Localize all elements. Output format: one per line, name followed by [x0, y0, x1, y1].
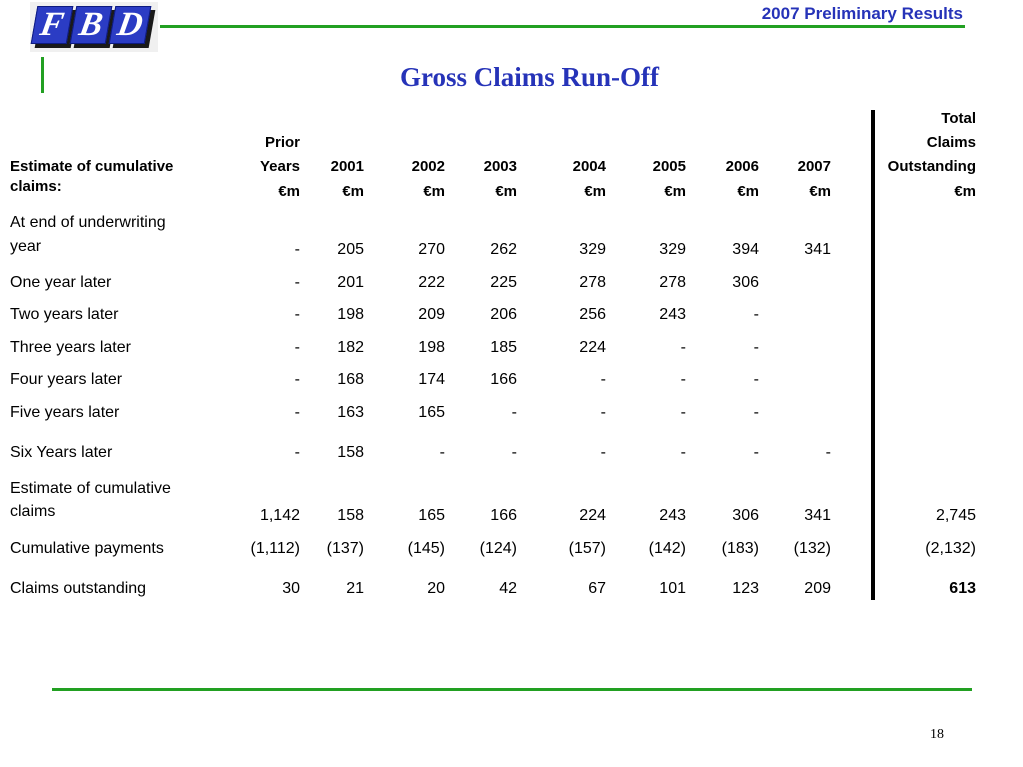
logo-letters	[34, 6, 148, 44]
row-label: Estimate of cumulative	[10, 480, 171, 497]
table-cell: 613	[949, 580, 976, 597]
slide-title: Gross Claims Run-Off	[399, 62, 660, 92]
column-header: Total	[941, 110, 976, 127]
table-cell: 101	[659, 580, 686, 597]
table-cell: (132)	[793, 540, 831, 557]
column-header: 2001	[330, 158, 364, 175]
table-cell: -	[439, 444, 445, 461]
table-cell: 165	[418, 507, 445, 524]
row-label: At end of underwriting	[10, 214, 166, 231]
table-cell: (145)	[407, 540, 445, 557]
table-cell: (2,132)	[925, 540, 976, 557]
column-header: 2004	[572, 158, 606, 175]
header-title: 2007 Preliminary Results	[761, 4, 963, 23]
column-header: Prior	[264, 134, 300, 151]
table-cell: 256	[579, 306, 606, 323]
table-cell: 341	[804, 507, 831, 524]
row-label-header: Estimate of cumulative	[10, 158, 174, 175]
table-cell: 67	[588, 580, 606, 597]
table-cell: 163	[337, 404, 364, 421]
row-label: year	[10, 238, 42, 255]
table-cell: 158	[337, 507, 364, 524]
table-cell: 341	[804, 241, 831, 258]
row-label-header: claims:	[10, 178, 62, 195]
table-cell: 166	[490, 507, 517, 524]
header-divider	[160, 25, 965, 28]
column-header: €m	[278, 183, 300, 200]
table-cell: (1,112)	[250, 540, 300, 557]
table-cell: (157)	[568, 540, 606, 557]
table-cell: 394	[732, 241, 759, 258]
table-cell: 21	[346, 580, 364, 597]
column-header: €m	[809, 183, 831, 200]
table-cell: -	[511, 444, 517, 461]
table-cell: -	[600, 371, 606, 388]
table-cell: 182	[337, 339, 364, 356]
column-header: Years	[259, 158, 300, 175]
table-cell: 224	[579, 339, 606, 356]
row-label: Four years later	[10, 371, 123, 388]
table-cell: 306	[732, 507, 759, 524]
table-cell: 222	[418, 274, 445, 291]
table-cell: -	[294, 339, 300, 356]
table-cell: -	[294, 306, 300, 323]
row-label: One year later	[10, 274, 112, 291]
row-label: Cumulative payments	[10, 540, 164, 557]
table-cell: 243	[659, 306, 686, 323]
table-cell: -	[680, 371, 686, 388]
table-cell: (124)	[479, 540, 517, 557]
table-cell: 198	[337, 306, 364, 323]
table-cell: 270	[418, 241, 445, 258]
table-cell: -	[294, 444, 300, 461]
table-cell: -	[753, 339, 759, 356]
column-header: €m	[423, 183, 445, 200]
table-cell: (137)	[326, 540, 364, 557]
table-cell: 209	[418, 306, 445, 323]
table-cell: 306	[732, 274, 759, 291]
table-cell: -	[680, 404, 686, 421]
table-cell: 201	[337, 274, 364, 291]
column-header: €m	[342, 183, 364, 200]
table-cell: 205	[337, 241, 364, 258]
table-cell: 329	[579, 241, 606, 258]
table-cell: 243	[659, 507, 686, 524]
column-header: €m	[737, 183, 759, 200]
logo-letter-f: F	[31, 6, 74, 44]
row-label: claims	[10, 503, 56, 520]
table-cell: 42	[499, 580, 517, 597]
table-cell: -	[753, 371, 759, 388]
table-cell: -	[294, 241, 300, 258]
column-header: Claims	[926, 134, 976, 151]
column-header: Outstanding	[887, 158, 976, 175]
table-cell: 166	[490, 371, 517, 388]
table-cell: 224	[579, 507, 606, 524]
column-header: €m	[495, 183, 517, 200]
table-cell: 1,142	[259, 507, 300, 524]
column-header: 2005	[652, 158, 686, 175]
logo-letter-b: B	[70, 6, 113, 44]
table-cell: (142)	[648, 540, 686, 557]
table-cell: 30	[282, 580, 300, 597]
footer-divider	[52, 688, 972, 691]
table-cell: 206	[490, 306, 517, 323]
table-cell: 278	[579, 274, 606, 291]
column-header: 2002	[411, 158, 445, 175]
table-cell: 123	[732, 580, 759, 597]
table-cell: 2,745	[935, 507, 976, 524]
table-cell: -	[600, 444, 606, 461]
table-cell: 278	[659, 274, 686, 291]
table-cell: -	[825, 444, 831, 461]
table-cell: -	[753, 444, 759, 461]
page-number: 18	[930, 727, 944, 742]
table-cell: 329	[659, 241, 686, 258]
row-label: Claims outstanding	[10, 580, 147, 597]
table-cell: 209	[804, 580, 831, 597]
table-cell: 20	[427, 580, 445, 597]
table-cell: 198	[418, 339, 445, 356]
table-cell: 168	[337, 371, 364, 388]
table-cell: (183)	[721, 540, 759, 557]
table-cell: 158	[337, 444, 364, 461]
table-cell: 165	[418, 404, 445, 421]
table-cell: -	[294, 274, 300, 291]
column-header: 2007	[797, 158, 831, 175]
column-header: €m	[664, 183, 686, 200]
table-cell: -	[600, 404, 606, 421]
table-cell: -	[753, 306, 759, 323]
column-header: €m	[584, 183, 606, 200]
row-label: Three years later	[10, 339, 131, 356]
logo-letter-d: D	[109, 6, 152, 44]
table-cell: 225	[490, 274, 517, 291]
table-cell: 174	[418, 371, 445, 388]
table-cell: -	[753, 404, 759, 421]
fbd-logo	[30, 2, 158, 52]
table-cell: -	[294, 371, 300, 388]
row-label: Six Years later	[10, 444, 113, 461]
column-header: €m	[954, 183, 976, 200]
table-cell: -	[680, 444, 686, 461]
table-cell: -	[294, 404, 300, 421]
table-cell: -	[511, 404, 517, 421]
column-header: 2003	[483, 158, 517, 175]
table-cell: -	[680, 339, 686, 356]
table-cell: 262	[490, 241, 517, 258]
row-label: Five years later	[10, 404, 120, 421]
row-label: Two years later	[10, 306, 119, 323]
table-cell: 185	[490, 339, 517, 356]
column-header: 2006	[725, 158, 759, 175]
total-column-divider	[871, 110, 875, 600]
